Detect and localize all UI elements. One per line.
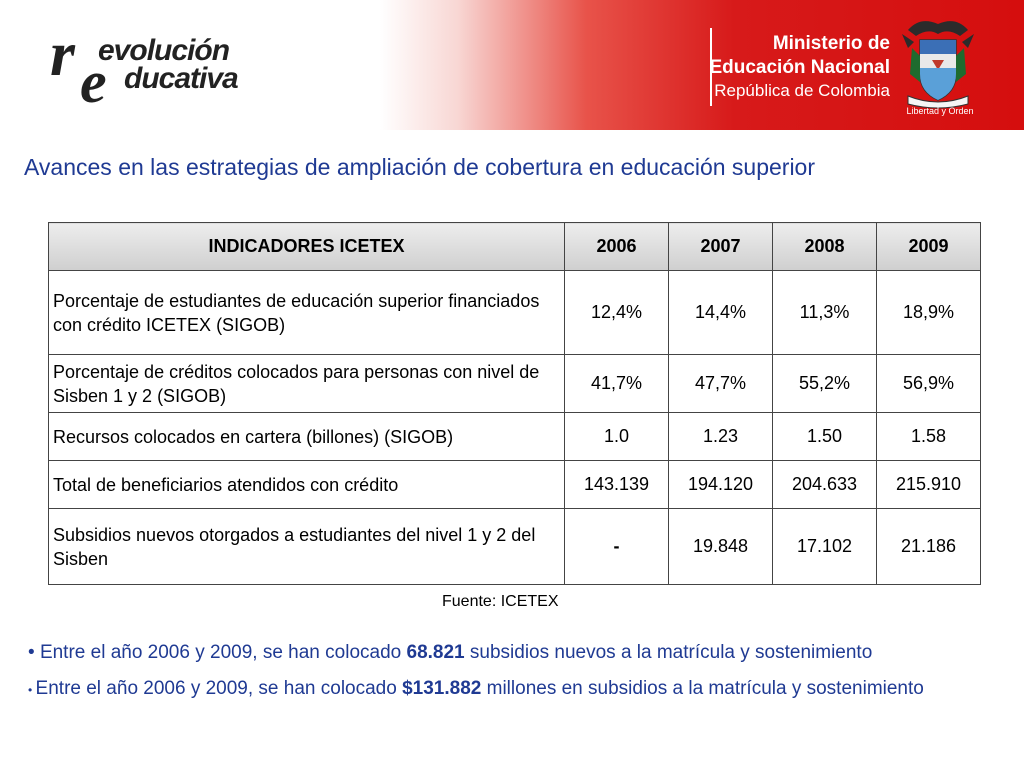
header-banner (0, 0, 1024, 130)
table-cell: 1.0 (565, 413, 669, 461)
row-label: Porcentaje de estudiantes de educación superior financiados con crédito ICETEX (SIGOB) (49, 271, 565, 355)
table-cell: - (565, 509, 669, 585)
ministry-name (709, 32, 890, 102)
table-cell: 1.23 (669, 413, 773, 461)
table-row (49, 271, 981, 355)
col-header-2008: 2008 (773, 223, 877, 271)
bullet-list (28, 640, 1000, 703)
bullet-text: Entre el año 2006 y 2009, se han colocado (39, 642, 407, 663)
bullet-highlight: $131.882 (402, 678, 482, 699)
col-header-2009: 2009 (877, 223, 981, 271)
table-cell: 21.186 (877, 509, 981, 585)
col-header-indicadores: INDICADORES ICETEX (49, 223, 565, 271)
table-cell: 204.633 (773, 461, 877, 509)
table-cell: 17.102 (773, 509, 877, 585)
row-label: Recursos colocados en cartera (billones) (SIGOB) (49, 413, 565, 461)
bullet-marker: • (28, 683, 36, 697)
col-header-2007: 2007 (669, 223, 773, 271)
table-cell: 41,7% (565, 355, 669, 413)
table-cell: 19.848 (669, 509, 773, 585)
table-row (49, 509, 981, 585)
bullet-text: Entre el año 2006 y 2009, se han colocado (35, 678, 403, 699)
slide-title: Avances en las estrategias de ampliación de cobertura en educación superior (24, 154, 816, 180)
table-cell: 11,3% (773, 271, 877, 355)
source-note: Fuente: ICETEX (442, 593, 559, 610)
table-cell: 55,2% (773, 355, 877, 413)
ministry-line-2: Educación Nacional (709, 57, 890, 78)
table-cell: 1.50 (773, 413, 877, 461)
table-row (49, 355, 981, 413)
row-label: Porcentaje de créditos colocados para personas con nivel de Sisben 1 y 2 (SIGOB) (49, 355, 565, 413)
revolucion-educativa-logo (50, 18, 280, 115)
bullet-text: millones en subsidios a la matrícula y sostenimiento (481, 678, 924, 699)
table-cell: 18,9% (877, 271, 981, 355)
table-row (49, 461, 981, 509)
icetex-indicators-table (48, 222, 981, 585)
table-header-row (49, 223, 981, 271)
row-label: Total de beneficiarios atendidos con crédito (49, 461, 565, 509)
table-cell: 56,9% (877, 355, 981, 413)
table-row (49, 413, 981, 461)
bullet-highlight: 68.821 (406, 642, 465, 663)
bullet-marker: • (28, 642, 40, 663)
col-header-2006: 2006 (565, 223, 669, 271)
crest-motto: Libertad y Orden (906, 106, 974, 116)
table-cell: 12,4% (565, 271, 669, 355)
colombia-coat-of-arms-icon (898, 12, 978, 110)
table-cell: 194.120 (669, 461, 773, 509)
logo-letter-r: r (50, 18, 75, 89)
bullet-item (28, 676, 1000, 703)
ministry-line-3: República de Colombia (714, 81, 890, 100)
table-cell: 215.910 (877, 461, 981, 509)
table-cell: 1.58 (877, 413, 981, 461)
logo-text-educativa: ducativa (124, 62, 238, 95)
table-cell: 47,7% (669, 355, 773, 413)
bullet-item (28, 640, 1000, 666)
logo-text-revolucion: evolución (98, 34, 230, 67)
logo-letter-e: e (80, 49, 107, 115)
ministry-line-1: Ministerio de (772, 33, 890, 54)
table-cell: 14,4% (669, 271, 773, 355)
table-cell: 143.139 (565, 461, 669, 509)
bullet-text: subsidios nuevos a la matrícula y sostenimiento (464, 642, 873, 663)
row-label: Subsidios nuevos otorgados a estudiantes del nivel 1 y 2 del Sisben (49, 509, 565, 585)
